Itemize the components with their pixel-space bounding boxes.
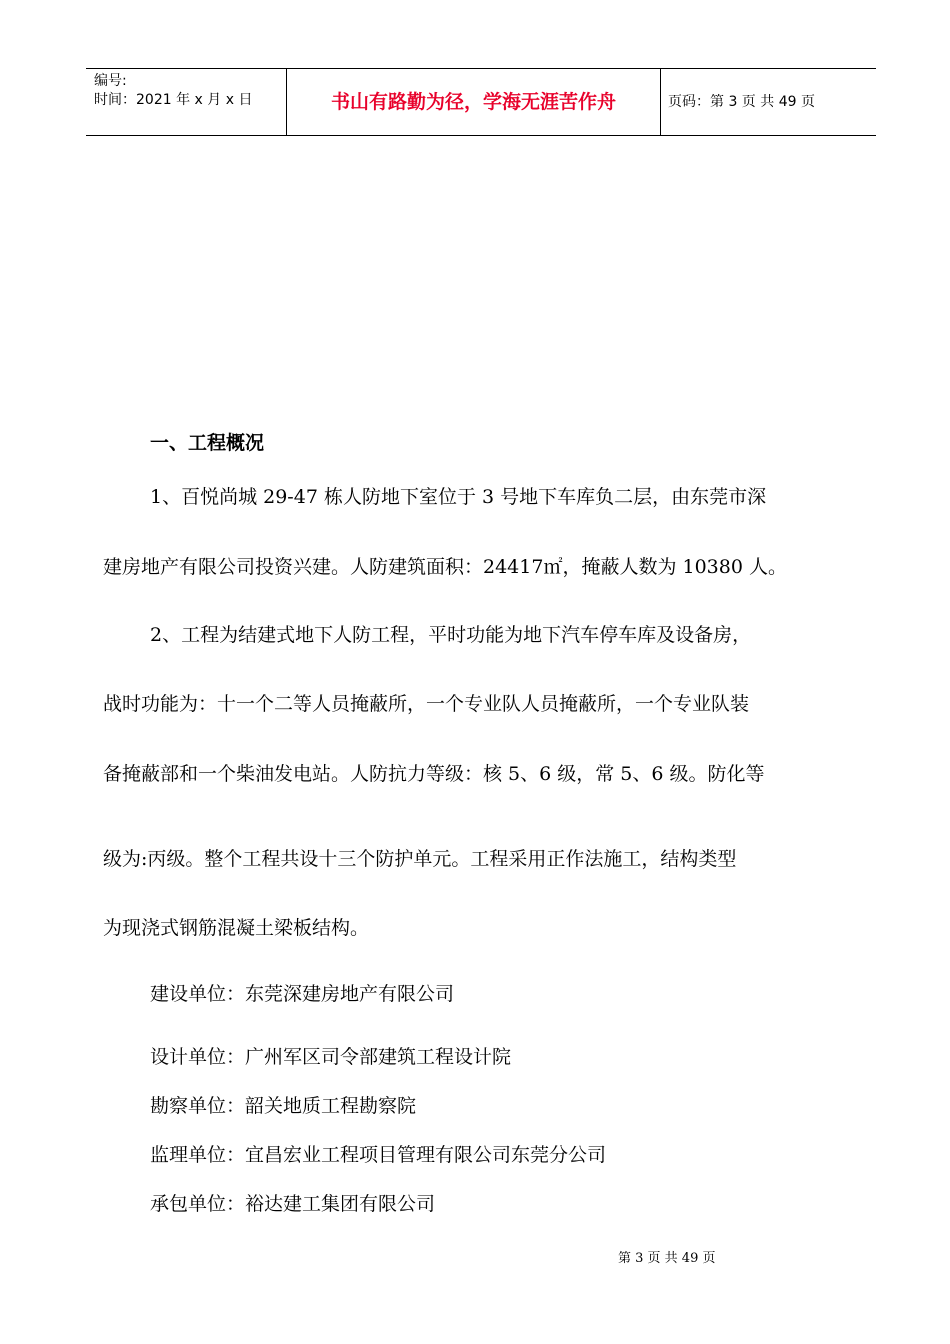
paragraph-line: 1、百悦尚城 29-47 栋人防地下室位于 3 号地下车库负二层，由东莞市深 [150, 486, 767, 508]
header-page-number: 页码：第 3 页 共 49 页 [668, 94, 815, 110]
paragraph-line: 级为:丙级。整个工程共设十三个防护单元。工程采用正作法施工，结构类型 [103, 848, 737, 870]
document-number-label: 编号: [94, 73, 127, 89]
supervisor-unit: 监理单位：宜昌宏业工程项目管理有限公司东莞分公司 [150, 1144, 607, 1166]
header-motto: 书山有路勤为径，学海无涯苦作舟 [330, 91, 616, 113]
paragraph-line: 备掩蔽部和一个柴油发电站。人防抗力等级：核 5、6 级，常 5、6 级。防化等 [103, 763, 765, 785]
designer-unit: 设计单位：广州军区司令部建筑工程设计院 [150, 1046, 512, 1068]
header-meta [94, 69, 286, 135]
section-title: 一、工程概况 [150, 432, 265, 454]
page-header [86, 68, 876, 136]
paragraph-line: 2、工程为结建式地下人防工程，平时功能为地下汽车停车库及设备房， [150, 624, 752, 646]
document-date: 时间：2021 年 x 月 x 日 [94, 92, 253, 108]
paragraph-line: 为现浇式钢筋混凝土梁板结构。 [103, 917, 370, 939]
paragraph-line: 建房地产有限公司投资兴建。人防建筑面积：24417㎡，掩蔽人数为 10380 人。 [103, 556, 787, 578]
header-divider [660, 69, 661, 135]
surveyor-unit: 勘察单位：韶关地质工程勘察院 [150, 1095, 417, 1117]
paragraph-line: 战时功能为：十一个二等人员掩蔽所，一个专业队人员掩蔽所，一个专业队装 [103, 693, 750, 715]
footer-page-number: 第 3 页 共 49 页 [618, 1251, 716, 1266]
builder-unit: 建设单位：东莞深建房地产有限公司 [150, 983, 455, 1005]
contractor-unit: 承包单位：裕达建工集团有限公司 [150, 1193, 436, 1215]
